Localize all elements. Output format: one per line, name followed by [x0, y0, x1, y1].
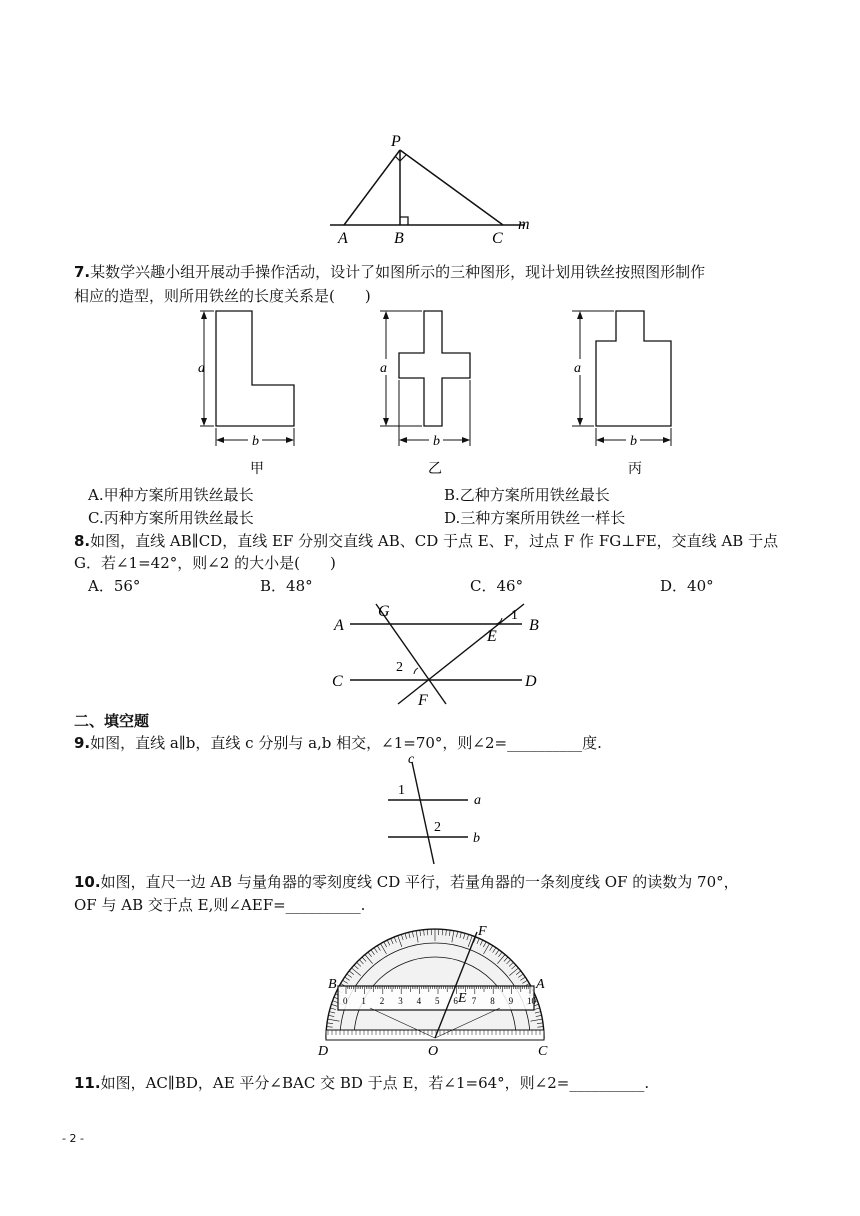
ruler-number: 2 — [379, 996, 385, 1006]
q8-option-a: A．56° — [88, 577, 141, 595]
figure-q7-jia — [190, 306, 310, 481]
label-E: E — [458, 991, 467, 1006]
figure-q6 — [320, 128, 540, 250]
label-m: m — [518, 216, 530, 233]
label-b: b — [473, 831, 480, 846]
label-b: b — [433, 434, 440, 449]
label-C: C — [332, 673, 343, 690]
label-a: a — [574, 361, 581, 376]
figure-q9 — [378, 754, 498, 868]
label-C: C — [492, 230, 503, 247]
label-1: 1 — [398, 783, 405, 798]
label-F: F — [418, 692, 428, 709]
ruler-number: 10 — [527, 996, 536, 1006]
q8-option-c: C．46° — [470, 577, 524, 595]
q7-line2 — [74, 286, 371, 306]
label-a: a — [380, 361, 387, 376]
ruler-number: 3 — [398, 996, 403, 1006]
q7-text1: 某数学兴趣小组开展动手操作活动，设计了如图所示的三种图形，现计划用铁丝按照图形制作 — [90, 263, 706, 281]
label-D: D — [318, 1044, 329, 1059]
ruler-number: 1 — [361, 996, 366, 1006]
label-A: A — [338, 230, 348, 247]
label-A: A — [334, 617, 344, 634]
q8-text2: G．若∠1=42°，则∠2 的大小是( ) — [74, 554, 336, 572]
ruler-number: 9 — [508, 996, 514, 1006]
label-P: P — [391, 133, 401, 150]
ruler-number: 8 — [490, 996, 495, 1006]
q7-number: 7. — [74, 263, 91, 281]
q8-option-b: B．48° — [260, 577, 313, 595]
label-F: F — [478, 924, 487, 939]
label-a: a — [198, 361, 205, 376]
ruler-number: 6 — [453, 996, 458, 1006]
label-E: E — [487, 628, 497, 645]
q8-number: 8. — [74, 532, 91, 550]
label-O: O — [428, 1044, 439, 1059]
label-a: a — [474, 793, 481, 808]
q9-line — [74, 733, 602, 753]
page-number: - 2 - — [62, 1132, 84, 1145]
q7-option-c: C.丙种方案所用铁丝最长 — [88, 509, 254, 527]
figure-q8 — [326, 596, 556, 712]
label-D: D — [525, 673, 537, 690]
label-B: B — [394, 230, 404, 247]
q7-text2: 相应的造型，则所用铁丝的长度关系是( ) — [74, 287, 371, 305]
q11-line — [74, 1073, 649, 1093]
label-b: b — [252, 434, 259, 449]
q10-line1 — [74, 872, 739, 892]
ruler-number: 0 — [343, 996, 348, 1006]
label-c: c — [408, 754, 415, 767]
figure-q7-yi — [374, 306, 494, 481]
label-1: 1 — [511, 608, 518, 623]
q8-line1 — [74, 531, 778, 551]
q8-option-d: D．40° — [660, 577, 714, 595]
label-C: C — [538, 1044, 548, 1059]
q10-text2: OF 与 AB 交于点 E,则∠AEF=__________. — [74, 896, 366, 914]
q11-number: 11. — [74, 1074, 101, 1092]
q8-text1: 如图，直线 AB∥CD，直线 EF 分别交直线 AB、CD 于点 E、F，过点 F 作 FG⊥FE，交直线 AB 于点 — [90, 532, 779, 550]
q7-option-d: D.三种方案所用铁丝一样长 — [444, 509, 626, 527]
label-B: B — [328, 977, 337, 992]
q7-option-a: A.甲种方案所用铁丝最长 — [88, 486, 254, 504]
q9-text: 如图，直线 a∥b，直线 c 分别与 a,b 相交，∠1=70°，则∠2=__________度. — [90, 734, 602, 752]
ruler-number: 5 — [435, 996, 440, 1006]
label-G: G — [378, 603, 390, 620]
q10-line2 — [74, 895, 365, 915]
q11-text: 如图，AC∥BD，AE 平分∠BAC 交 BD 于点 E，若∠1=64°，则∠2=__________. — [100, 1074, 650, 1092]
q7-option-b: B.乙种方案所用铁丝最长 — [444, 486, 610, 504]
q7-line1 — [74, 262, 705, 282]
label-B: B — [529, 617, 539, 634]
q8-line2 — [74, 553, 336, 573]
q10-text1: 如图，直尺一边 AB 与量角器的零刻度线 CD 平行，若量角器的一条刻度线 OF 的读数为 70°， — [100, 873, 739, 891]
label-2: 2 — [396, 660, 403, 675]
caption-jia: 甲 — [250, 462, 264, 477]
caption-bing: 丙 — [628, 462, 642, 477]
ruler-number: 4 — [416, 996, 422, 1006]
ruler-number: 7 — [471, 996, 477, 1006]
q10-number: 10. — [74, 873, 101, 891]
figure-q10-protractor — [310, 918, 560, 1060]
label-2: 2 — [434, 820, 441, 835]
section-title-fill-blank: 二、填空题 — [74, 712, 150, 730]
caption-yi: 乙 — [428, 462, 442, 477]
q9-number: 9. — [74, 734, 91, 752]
figure-q7-bing — [568, 306, 688, 481]
label-A: A — [536, 977, 545, 992]
label-b: b — [630, 434, 637, 449]
